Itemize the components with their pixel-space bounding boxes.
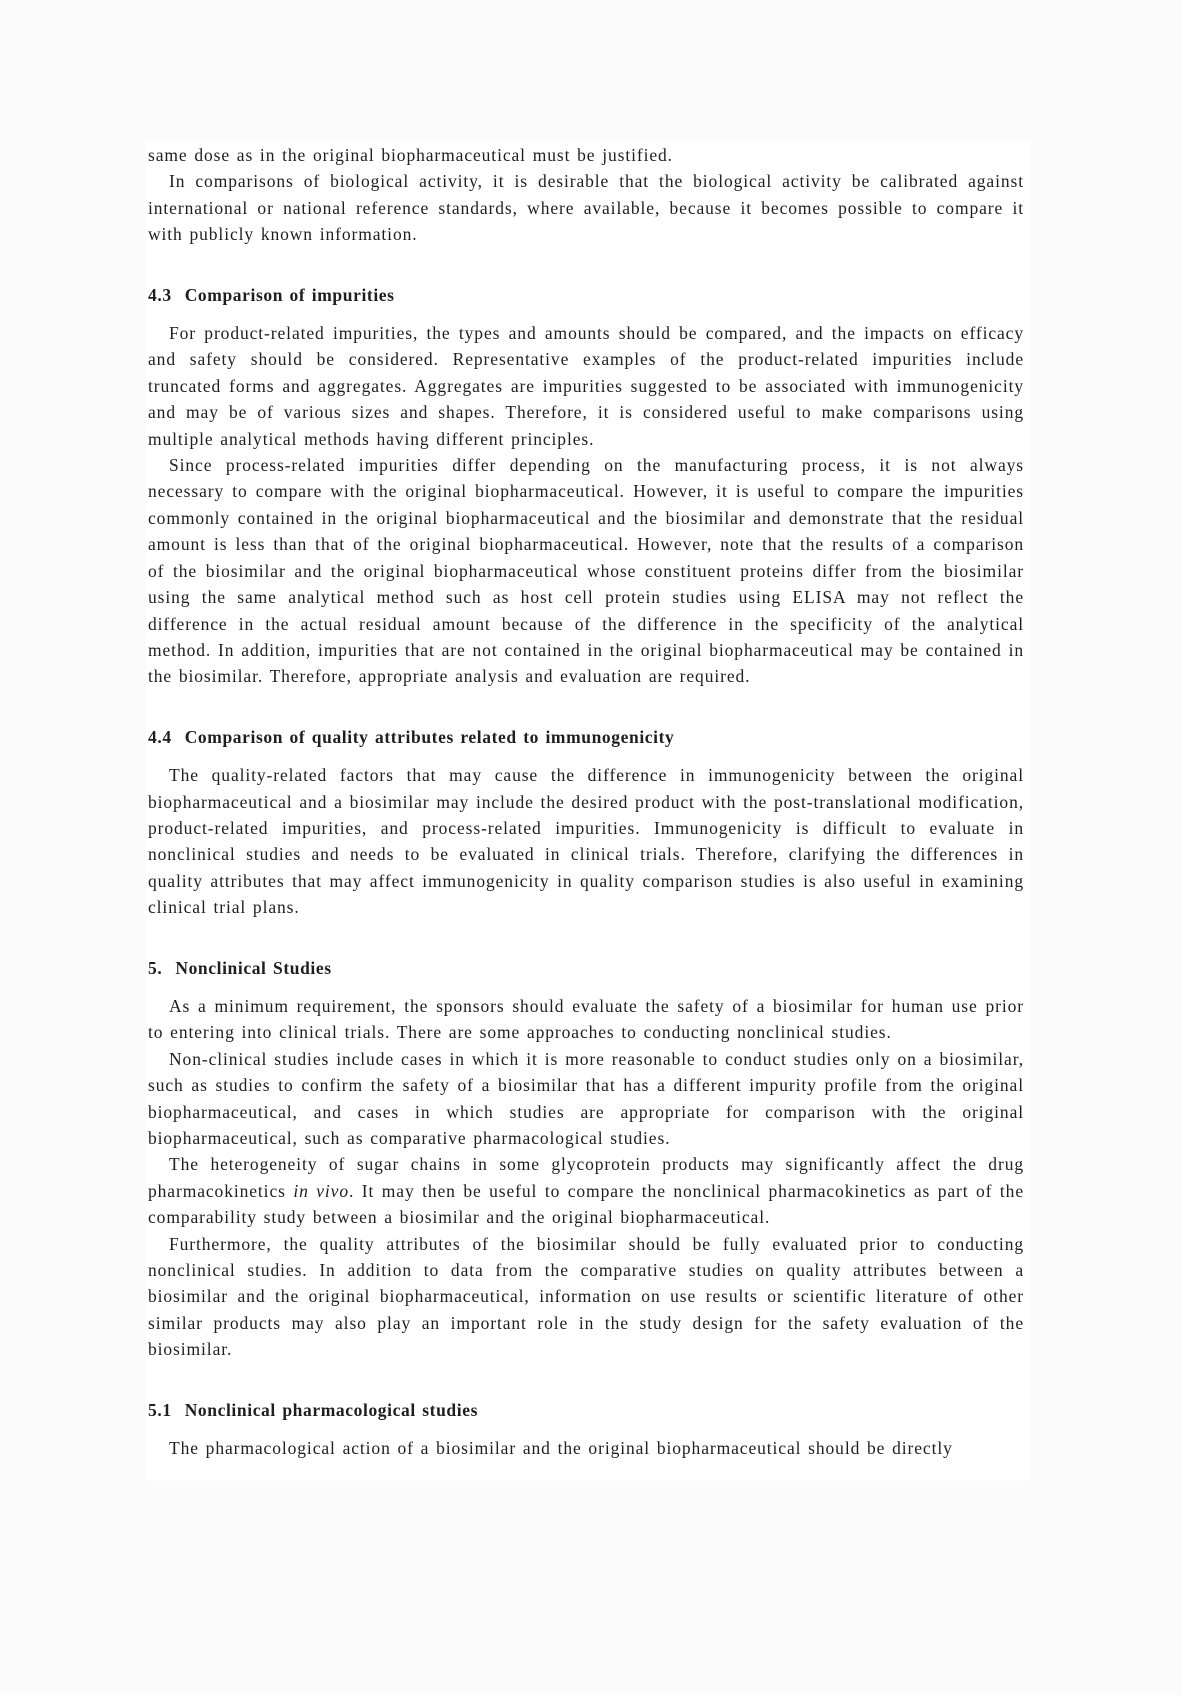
body-paragraph [148,1151,1024,1230]
body-paragraph [148,762,1024,920]
body-paragraph [148,320,1024,452]
section-heading-4-4 [148,724,1024,750]
text-run: Furthermore, the quality attributes of the biosimilar should be fully evaluated prior to conducting nonclinical studies. In addition to data from the comparative studies on quality attributes between a biosimilar and the original biopharmaceutical, information on use results or scientific literature of other similar products may also play an important role in the study design for the safety evaluation of the biosimilar. [148,1233,1024,1360]
text-run: For product-related impurities, the types and amounts should be compared, and the impacts on efficacy and safety should be considered. Representative examples of the product-related impurities include truncated forms and aggregates. Aggregates are impurities suggested to be associated with immunogenicity and may be of various sizes and shapes. Therefore, it is considered useful to make comparisons using multiple analytical methods having different principles. [148,323,1024,449]
body-paragraph [148,993,1024,1046]
section-heading-4-3 [148,282,1024,308]
text-run: The heterogeneity of sugar chains in some glycoprotein products may significantly affect the drug pharmacokinetics [148,1154,1024,1201]
italic-text-run: in vivo [293,1180,349,1201]
text-run: As a minimum requirement, the sponsors should evaluate the safety of a biosimilar for human use prior to entering into clinical trials. There are some approaches to conducting nonclinical studies. [148,995,1024,1043]
section-number: 5. [148,957,163,978]
section-number: 5.1 [148,1399,172,1420]
text-run: Since process-related impurities differ depending on the manufacturing process, it is not always necessary to compare with the original biopharmaceutical. However, it is useful to compare the impurities commonly contained in the original biopharmaceutical and the biosimilar and demonstrate that the residual amount is less than that of the original biopharmaceutical. However, note that the results of a comparison of the biosimilar and the original biopharmaceutical whose constituent proteins differ from the biosimilar using the same analytical method such as host cell protein studies using ELISA may not reflect the difference in the actual residual amount because of the difference in the specificity of the analytical method. In addition, impurities that are not contained in the original biopharmaceutical may be contained in the biosimilar. Therefore, appropriate analysis and evaluation are required. [148,455,1024,687]
section-number: 4.4 [148,726,172,747]
text-run: The quality-related factors that may cause the difference in immunogenicity between the original biopharmaceutical and a biosimilar may include the desired product with the post-translational modification, product-related impurities, and process-related impurities. Immunogenicity is difficult to evaluate in nonclinical studies and needs to be evaluated in clinical trials. Therefore, clarifying the differences in quality attributes that may affect immunogenicity in quality comparison studies is also useful in examining clinical trial plans. [148,765,1024,918]
body-paragraph [148,1046,1024,1152]
body-paragraph [148,452,1024,690]
text-run: The pharmacological action of a biosimilar and the original biopharmaceutical should be directly [169,1438,953,1459]
body-paragraph [148,168,1024,247]
section-heading-5-1 [148,1397,1024,1423]
section-heading-5 [148,955,1024,981]
document-body [148,142,1024,1461]
body-paragraph [148,1231,1024,1363]
section-title: Nonclinical Studies [175,957,332,978]
section-title: Comparison of quality attributes related to immunogenicity [184,726,675,747]
page-sheet [146,141,1030,1481]
text-run: same dose as in the original biopharmaceutical must be justified. [148,145,673,165]
body-paragraph [148,142,1024,168]
section-title: Comparison of impurities [184,284,395,305]
text-run: Non-clinical studies include cases in which it is more reasonable to conduct studies only on a biosimilar, such as studies to confirm the safety of a biosimilar that has a different impurity profile from the original biopharmaceutical, and cases in which studies are appropriate for comparison with the original biopharmaceutical, such as comparative pharmacological studies. [148,1048,1024,1148]
section-number: 4.3 [148,284,172,305]
body-paragraph [148,1435,1024,1461]
section-title: Nonclinical pharmacological studies [184,1399,478,1420]
text-run: In comparisons of biological activity, it is desirable that the biological activity be calibrated against international or national reference standards, where available, because it becomes possible to compare it with publicly known information. [148,171,1024,245]
text-run: . It may then be useful to compare the nonclinical pharmacokinetics as part of the comparability study between a biosimilar and the original biopharmaceutical. [148,1180,1024,1228]
